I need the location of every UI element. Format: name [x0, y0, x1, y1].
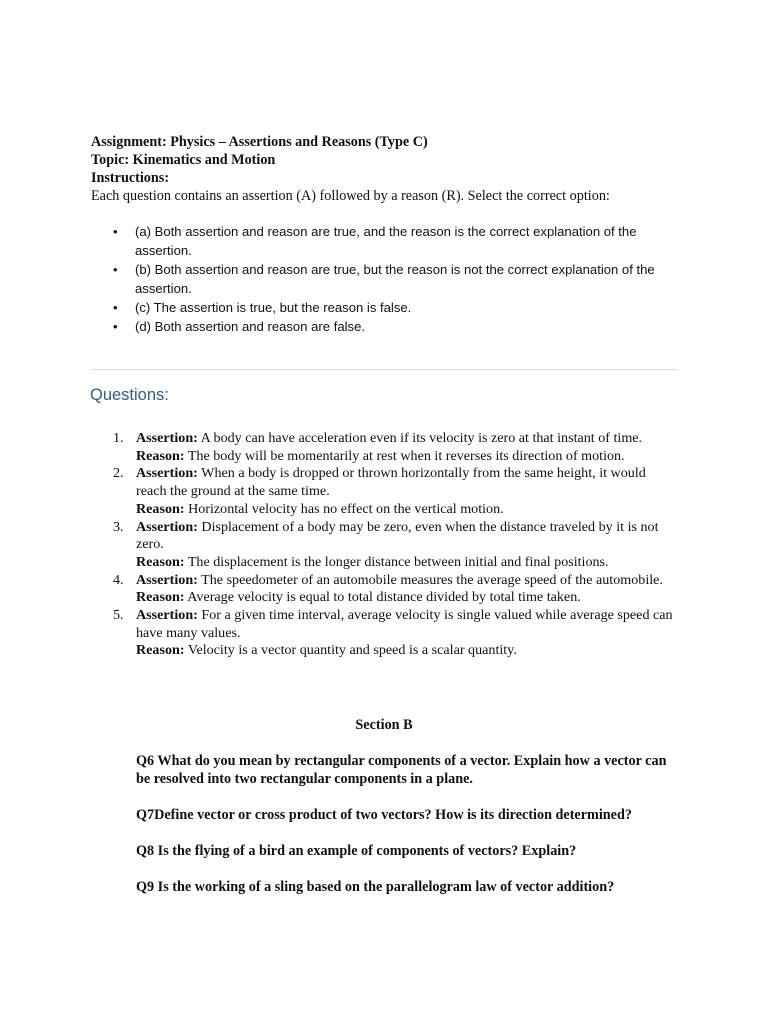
question-item — [113, 572, 678, 607]
assertion-label: Assertion: — [136, 571, 198, 588]
assignment-header — [91, 133, 691, 205]
reason-line — [136, 589, 678, 607]
question-number: 4. — [113, 571, 124, 588]
bullet-icon: • — [113, 262, 118, 277]
reason-label: Reason: — [136, 447, 185, 464]
assertion-text: The speedometer of an automobile measures the average speed of the automobile. — [201, 571, 663, 588]
assertion-line — [136, 430, 678, 448]
section-b-heading: Section B — [355, 717, 413, 733]
option-text: (b) Both assertion and reason are true, but the reason is not the correct explanation of the assertion. — [135, 262, 655, 296]
horizontal-divider — [91, 369, 678, 370]
assertion-line — [136, 519, 678, 554]
reason-text: Horizontal velocity has no effect on the vertical motion. — [188, 500, 504, 517]
assertion-text: When a body is dropped or thrown horizontally from the same height, it would reach the ground at the same time. — [136, 465, 646, 500]
question-q6: Q6 What do you mean by rectangular components of a vector. Explain how a vector can be resolved into two rectangular components in a plane. — [136, 753, 667, 787]
reason-line — [136, 642, 678, 660]
question-item — [113, 607, 678, 660]
answer-option — [111, 298, 681, 317]
option-text: (d) Both assertion and reason are false. — [135, 319, 365, 334]
reason-label: Reason: — [136, 589, 185, 606]
questions-heading: Questions: — [90, 386, 169, 404]
bullet-icon: • — [113, 319, 118, 334]
reason-text: Velocity is a vector quantity and speed is a scalar quantity. — [187, 642, 517, 659]
assertion-line — [136, 607, 678, 642]
reason-text: The displacement is the longer distance between initial and final positions. — [187, 553, 609, 570]
assertion-label: Assertion: — [136, 430, 198, 446]
topic-line: Topic: Kinematics and Motion — [91, 152, 276, 168]
assertion-line — [136, 465, 678, 500]
option-text: (a) Both assertion and reason are true, and the reason is the correct explanation of the assertion. — [135, 224, 637, 258]
reason-label: Reason: — [136, 642, 185, 659]
reason-text: Average velocity is equal to total distance divided by total time taken. — [187, 589, 581, 606]
reason-line — [136, 501, 678, 519]
bullet-icon: • — [113, 224, 118, 239]
bullet-icon: • — [113, 300, 118, 315]
question-number: 3. — [113, 518, 124, 535]
answer-option — [111, 317, 681, 336]
assertion-label: Assertion: — [136, 465, 198, 482]
assertion-label: Assertion: — [136, 607, 198, 624]
option-text: (c) The assertion is true, but the reason is false. — [135, 300, 412, 315]
reason-text: The body will be momentarily at rest when it reverses its direction of motion. — [187, 447, 625, 464]
answer-options-list — [111, 222, 681, 336]
reason-label: Reason: — [136, 500, 185, 517]
question-number: 5. — [113, 607, 124, 624]
questions-list — [113, 430, 678, 660]
assignment-title: Assignment: Physics – Assertions and Reasons (Type C) — [91, 134, 428, 150]
assertion-label: Assertion: — [136, 518, 198, 535]
question-item — [113, 465, 678, 518]
instructions-label: Instructions: — [91, 170, 170, 186]
reason-line — [136, 554, 678, 572]
question-q9: Q9 Is the working of a sling based on the parallelogram law of vector addition? — [136, 879, 615, 895]
question-number: 2. — [113, 465, 124, 482]
question-item — [113, 519, 678, 572]
instructions-text: Each question contains an assertion (A) followed by a reason (R). Select the correct option: — [91, 188, 610, 204]
assertion-line — [136, 572, 678, 590]
question-q8: Q8 Is the flying of a bird an example of components of vectors? Explain? — [136, 843, 577, 859]
reason-line — [136, 448, 678, 466]
question-item — [113, 430, 678, 465]
answer-option — [111, 260, 681, 298]
assertion-text: For a given time interval, average velocity is single valued while average speed can have many values. — [136, 607, 673, 641]
question-q7: Q7Define vector or cross product of two vectors? How is its direction determined? — [136, 807, 632, 823]
reason-label: Reason: — [136, 553, 185, 570]
question-number: 1. — [113, 430, 124, 446]
assertion-text: Displacement of a body may be zero, even when the distance traveled by it is not zero. — [136, 518, 659, 553]
assertion-text: A body can have acceleration even if its velocity is zero at that instant of time. — [200, 430, 643, 446]
answer-option — [111, 222, 681, 260]
